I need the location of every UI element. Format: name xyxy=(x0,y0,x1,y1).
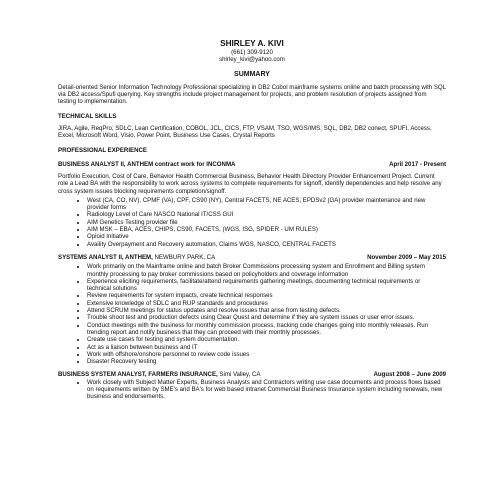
list-item: • Opioid Initiative xyxy=(87,233,446,240)
job-bullet-list xyxy=(58,197,446,248)
job-header xyxy=(58,254,446,261)
list-item: • Work closely with Subject Matter Experts, Business Analysts and Contractors writing use case documents and process flows based on requirements written by SME's and BA's for web based intranet Commercial Business Insurance system including renewals, new business and endorsements. xyxy=(87,379,446,401)
job-title: BUSINESS ANALYST II, ANTHEM xyxy=(58,160,154,168)
summary-text: Detail-oriented Senior Information Technology Professional specializing in DB2 Cobol mainframe systems online and batch processing with SQL via DB2 access/Spufi querying. Key strengths include project management for projects, and problem resolution of projects assigned from testing to implementation. xyxy=(58,83,446,106)
list-item: • Experience eliciting requirements, facilitate/attend requirements gathering meetings, documenting technical requirements or technical solutions xyxy=(87,278,446,293)
technical-skills-heading: TECHNICAL SKILLS xyxy=(58,113,117,121)
job-bullet-list xyxy=(58,379,446,401)
job-title-line xyxy=(58,254,215,261)
professional-experience-heading: PROFESSIONAL EXPERIENCE xyxy=(58,147,147,155)
list-item: • Availity Overpayment and Recovery automation, Claims WGS, NASCO, CENTRAL FACETS xyxy=(87,241,446,248)
list-item: • Trouble shoot test and production defects using Clear Quest and determine if they are system issues or user error issues. xyxy=(87,314,446,321)
list-item: • Extensive knowledge of SDLC and RUP standards and procedures xyxy=(87,300,446,307)
job-description: Portfolio Execution, Cost of Care, Behavior Health Commercial Business, Behavior Health Directory Provider Enhancement Project. Current role a Lead BA with the responsibility to work across systems to complete requirements for signoff, identify dependencies and help resolve any cross system issues blocking requirements completion/signoff. xyxy=(58,172,442,195)
phone-number: (661) 309-9120 xyxy=(231,49,273,56)
job-location: Simi Valley, CA xyxy=(219,371,261,379)
list-item: • Disaster Recovery testing xyxy=(87,358,446,365)
job-dates: August 2008 – June 2009 xyxy=(373,371,446,379)
list-item: • West (CA, CO, NV), CPMF (VA), CPF, CS90 (NY), Central FACETS, NE ACES, EPDSv2 (GA) provider maintenance and new provider forms xyxy=(87,197,446,212)
job-dates: April 2017 - Present xyxy=(389,160,446,168)
job-header xyxy=(58,161,446,168)
job-title: SYSTEMS ANALYST II, ANTHEM, xyxy=(58,253,153,261)
email-address: shirley_kivi@yahoo.com xyxy=(219,56,285,64)
job-location: NEWBURY PARK, CA xyxy=(154,253,216,261)
job-title-line xyxy=(58,161,235,168)
list-item: • Work primarily on the Mainframe online and batch Broker Commissions processing system and Enrollment and Billing system monthly processing to pay broker commissions based on policyholders and coverage information xyxy=(87,263,446,278)
list-item: • Review requirements for system impacts, create technical responses xyxy=(87,292,446,299)
resume-page xyxy=(58,38,446,401)
list-item: • AIM Genetics Testing provider file xyxy=(87,219,446,226)
job-bullet-list xyxy=(58,263,446,365)
job-title-line xyxy=(58,371,261,378)
job-title: BUSINESS SYSTEM ANALYST, FARMERS INSURANCE, xyxy=(58,371,218,379)
list-item: • Create use cases for testing and system documentation. xyxy=(87,336,446,343)
job-header xyxy=(58,371,446,378)
list-item: • Attend SCRUM meetings for status updates and resolve issues that arise from testing defects. xyxy=(87,307,446,314)
job-company: contract work for INCONMA xyxy=(154,160,236,168)
summary-heading: SUMMARY xyxy=(234,70,270,78)
technical-skills-text: JIRA, Agile, ReqPro, SDLC, Lean Certification, COBOL, JCL, CICS, FTP, VSAM, TSO, WGS/IMS, SQL, DB2, DB2 conect, SPUFI, Access, Excel, Microsoft Word, Visio, Power Point, Business Use Cases, Crystal Reports xyxy=(58,124,432,140)
list-item: • Conduct meetings with the business for monthly commission process, tracking code changes going into monthly releases. Run trending report and notify business that they can proceed with their monthly processes. xyxy=(87,322,446,337)
list-item: • Work with offshore/onshore personnel to review code issues xyxy=(87,351,446,358)
list-item: • Act as a liaison between business and IT xyxy=(87,344,446,351)
list-item: • AIM MSK – EBA, ACES, CHIPS, CS90, FACETS, (WGS, ISG, SPIDER - UM RULES) xyxy=(87,226,446,233)
candidate-name: SHIRLEY A. KIVI xyxy=(220,39,284,48)
job-dates: November 2009 – May 2015 xyxy=(367,253,446,261)
list-item: • Radiology Level of Care NASCO National IT/CSS GUI xyxy=(87,211,446,218)
